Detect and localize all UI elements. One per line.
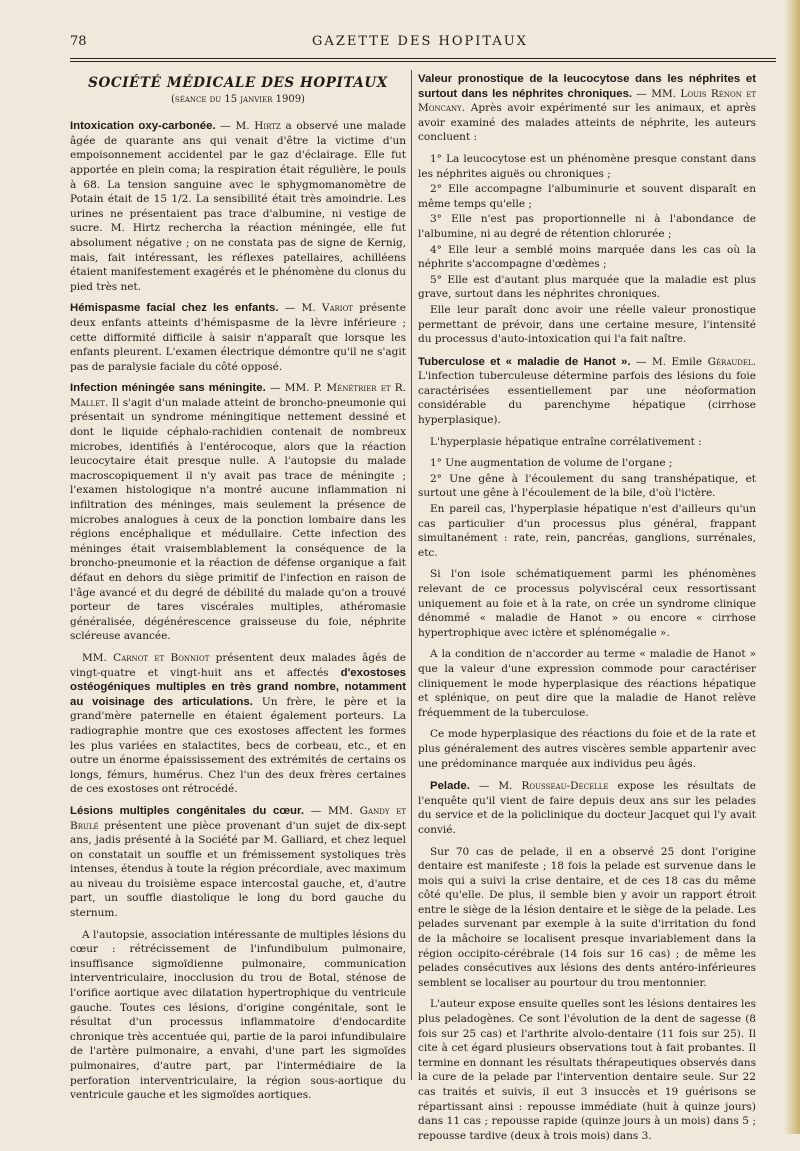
article-lead: Lésions multiples congénitales du cœur. — [70, 804, 304, 817]
article-body: L'infection tuberculeuse détermine parfois des lésions du foie caractérisées essentiellement par une néoformation considérable du parenchyme hépatique (cirrhose hyperplasique). — [418, 370, 756, 427]
article-hanot — [418, 355, 756, 771]
page-header — [70, 34, 770, 54]
page-edge — [784, 0, 800, 1134]
article-authors: Géraudel. — [707, 355, 756, 368]
article-body: expose les résultats de l'enquête qu'il vient de faire depuis deux ans sur les pelades du service et de la policlinique du docteur Jacquet qui l'y avait convié. — [418, 780, 756, 836]
article-intoxication — [70, 119, 406, 294]
article-lead: Infection méningée sans méningite. — [70, 382, 266, 395]
article-lead: Pelade. — [430, 780, 470, 793]
article-intro — [418, 779, 756, 837]
right-column — [418, 72, 756, 1151]
article-body: Un frère, le père et la grand'mère paternelle en étaient également porteurs. La radiographie montre que ces exostoses affectent les formes les plus variées en stalactites, becs de corbeau, etc., et en outre un énorme épaississement des extrémités de certains os longs, fémurs, humérus. Chez l'un des deux frères certaines de ces exostoses ont rétrocédé. — [70, 695, 406, 796]
column-divider — [411, 70, 412, 1080]
header-rule — [70, 58, 776, 59]
authors-intro: — MM. P. — [265, 382, 327, 395]
conclusion-item: 1° La leucocytose est un phénomène presque constant dans les néphrites aiguës ou chroniques ; — [418, 152, 756, 180]
authors-intro: — M. Emile — [630, 355, 708, 368]
conclusion-item: 5° Elle est d'autant plus marquée que la maladie est plus grave, surtout dans les néphrites chroniques. — [418, 273, 756, 301]
article-lead: Tuberculose et « maladie de Hanot ». — [418, 355, 631, 368]
article-paragraph: L'auteur expose ensuite quelles sont les lésions dentaires les plus peladogènes. Ce sont l'évolution de la dent de sagesse (8 fois sur 25 cas) et l'arthrite alvolo-dentaire (11 fois sur 25). Il cite à cet égard plusieurs observations tout à fait probantes. Il termine en donnant les résultats thérapeutiques observés dans la cure de la pelade par l'intervention dentaire seule. Sur 22 cas traités et suivis, il eut 3 insuccès et 19 guérisons se répartissant ainsi : repousse immédiate (huit à quinze jours) dans 11 cas ; repousse rapide (quinze jours à un mois) dans 5 ; repousse tardive (deux à trois mois) dans 3. — [418, 998, 756, 1142]
article-authors: Ménétrier et R. Mallet. — [70, 382, 407, 409]
article-paragraph: Si l'on isole schématiquement parmi les phénomènes relevant de ce processus polyviscéral ceux ressortissant uniquement au foie et à la rate, on crée un syndrome clinique dénommé « maladie de Hanot » ou encore « cirrhose hypertrophique avec ictère et splénomégalie ». — [418, 568, 756, 639]
article-body: présente deux enfants atteints d'hémispasme de la lèvre inférieure ; cette difformité difficile à saisir n'apparaît que lorsque les enfants pleurent. L'examen électrique démontre qu'il ne s'agit pas de paralysie faciale du côté opposé. — [70, 302, 406, 373]
article-body-intro: présentent deux malades âgés de vingt-quatre et vingt-huit ans et affectés — [70, 651, 406, 679]
article-paragraph: A la condition de n'accorder au terme « maladie de Hanot » que la valeur d'une expression commode pour caractériser cliniquement le mode hyperplasique des réactions hépatique et splénique, on peut dire que la maladie de Hanot relève fréquemment de la tuberculose. — [418, 648, 756, 719]
article-pelade — [418, 779, 756, 1143]
article-lead: d'exostoses ostéogéniques multiples en très grand nombre, notamment au voisinage des articulations. — [70, 666, 406, 708]
article-authors: Hirtz — [254, 120, 281, 133]
conclusion-item: 4° Elle leur a semblé moins marquée dans les cas où la néphrite s'accompagne d'œdèmes ; — [418, 243, 756, 271]
article-lead: Intoxication oxy-carbonée. — [70, 120, 216, 133]
authors-intro: — MM. — [632, 87, 681, 100]
consequence-item: 1° Une augmentation de volume de l'organe ; — [430, 457, 673, 470]
article-paragraph: En pareil cas, l'hyperplasie hépatique n'est d'ailleurs qu'un cas particulier d'un processus plus général, frappant simultanément : rate, rein, pancréas, ganglions, surrénales, etc. — [418, 503, 756, 559]
page-number: 78 — [70, 34, 87, 49]
consequence-item: 2° Une gêne à l'écoulement du sang transhépatique, et surtout une gêne à l'écoulement de la bile, d'où l'ictère. — [418, 472, 756, 500]
article-hemispasme — [70, 301, 406, 374]
article-body: Il s'agit d'un malade atteint de broncho-pneumonie qui présentait un syndrome méningitique nettement dessiné et dont le liquide céphalo-rachidien contenait de nombreux microbes, identifiés à l'entérocoque, alors que la réaction leucocytaire était presque nulle. A l'autopsie du malade macroscopiquement il n'y avait pas trace de méningite ; l'examen histologique n'a montré aucune inflammation ni infiltration des méninges, mais seulement la présence de microbes analogues à ceux de la ponction lombaire dans les régions encéphalique et médullaire. Cette infection des méninges était vraisemblablement la conséquence de la broncho-pneumonie et la réaction de défense organique a fait défaut en dehors du siège primitif de l'infection en raison de l'âge avancé et du degré de débilité du malade qu'on a trouvé porteur de tares viscérales multiples, athéromasie généralisée, dégénérescence graisseuse du foie, néphrite scléreuse avancée. — [70, 396, 406, 643]
article-body: Après avoir expérimenté sur les animaux, et après avoir examiné des malades atteints de néphrite, les auteurs concluent : — [418, 102, 756, 144]
article-infection-meningee — [70, 381, 406, 644]
article-authors: Rousseau-Decelle — [521, 780, 609, 793]
article-intro — [418, 355, 756, 428]
article-body: présentent une pièce provenant d'un sujet de dix-sept ans, jadis présenté à la Société par M. Galliard, et chez lequel on constatait un souffle et un frémissement systoliques très intenses, étendus à toute la région précordiale, avec maximum au niveau du troisième espace intercostal gauche, et, d'autre part, un souffle diastolique le long du bord gauche du sternum. — [70, 819, 406, 920]
article-intro — [418, 72, 756, 145]
article-paragraph: L'hyperplasie hépatique entraîne corrélativement : — [430, 435, 702, 448]
article-conclusion: Elle leur paraît donc avoir une réelle valeur pronostique permettant de prévoir, dans une certaine mesure, l'intensité du processus d'auto-intoxication qui l'a fait naître. — [418, 303, 756, 346]
article-authors: Louis Rénon et Moncany. — [418, 87, 756, 115]
article-authors: Carnot et Bonniot — [113, 651, 210, 664]
authors-intro: — M. — [215, 120, 255, 133]
left-column — [70, 72, 406, 1110]
article-authors: Gandy et Brulé — [70, 804, 407, 832]
article-lesions-coeur — [70, 804, 406, 921]
article-leucocytose — [418, 72, 756, 347]
authors-intro: — M. — [469, 780, 522, 793]
conclusion-item: 3° Elle n'est pas proportionnelle ni à l'abondance de l'albumine, ni au degré de rétention chlorurée ; — [418, 213, 756, 240]
article-autopsie — [70, 928, 406, 1103]
conclusion-item: 2° Elle accompagne l'albuminurie et souvent disparaît en même temps qu'elle ; — [418, 183, 756, 210]
article-paragraph: Ce mode hyperplasique des réactions du foie et de la rate et plus généralement des autres viscères semble appartenir avec une prédominance marquée aux individus peu âgés. — [418, 728, 756, 770]
lead-prefix: MM. — [82, 651, 114, 664]
article-authors: Variot — [321, 302, 353, 315]
article-lead: Valeur pronostique de la leucocytose dans les néphrites et surtout dans les néphrites chroniques. — [418, 73, 756, 100]
article-exostoses — [70, 651, 406, 797]
article-body: a observé une malade âgée de quarante ans qui venait d'être la victime d'un empoisonnement accidentel par le gaz d'éclairage. Elle fut apportée en plein coma; la respiration était régulière, le pouls à 68. La tension sanguine avec le sphygmomanomètre de Potain était de 15 1/2. La sensibilité était très amoindrie. Les urines ne présentaient pas trace d'albumine, ni vestige de sucre. M. Hirtz rechercha la réaction méningée, elle fut absolument négative ; on ne constata pas de signe de Kernig, mais, fait intéressant, les réflexes patellaires, achilléens étaient manifestement exagérés et le phénomène du clonus du pied très net. — [70, 120, 406, 293]
authors-intro: — M. — [278, 302, 322, 315]
authors-intro: — MM. — [304, 804, 360, 817]
article-lead: Hémispasme facial chez les enfants. — [70, 302, 279, 315]
section-subtitle: (séance du 15 janvier 1909) — [171, 93, 305, 105]
article-body: A l'autopsie, association intéressante de multiples lésions du cœur : rétrécissement de l'infundibulum pulmonaire, insuffisance sigmoïdienne pulmonaire, communication interventriculaire, inocclusion du trou de Botal, sténose de l'orifice aortique avec dilatation hypertrophique du ventricule gauche. Toutes ces lésions, d'origine congénitale, sont le résultat d'un processus inflammatoire d'endocardite chronique très accentuée qui, partie de la paroi infundibulaire de l'artère pulmonaire, a envahi, d'une part les sigmoïdes pulmonaires, d'autre part, par l'intermédiaire de la perforation interventriculaire, la région sous-aortique du ventricule gauche et les sigmoïdes aortiques. — [70, 928, 406, 1102]
section-title: SOCIÉTÉ MÉDICALE DES HOPITAUX — [88, 75, 388, 91]
article-paragraph: Sur 70 cas de pelade, il en a observé 25 dont l'origine dentaire est manifeste ; 18 fois la pelade est survenue dans le mois qui a suivi la crise dentaire, et de ces 18 cas du même côté qu'elle. De plus, il semble bien y avoir un rapport étroit entre le siège de la lésion dentaire et le siège de la pelade. Les pelades survenant par exemple à la suite d'irritation du fond de la mâchoire se localisent presque invariablement dans la région occipito-cérébrale (14 fois sur 16 cas) ; de même les pelades consécutives aux lésions des dents antéro-inférieures semblent se localiser au pourtour du trou mentonnier. — [418, 845, 756, 989]
header-rule-double — [70, 61, 776, 62]
journal-title: GAZETTE DES HOPITAUX — [312, 34, 528, 49]
